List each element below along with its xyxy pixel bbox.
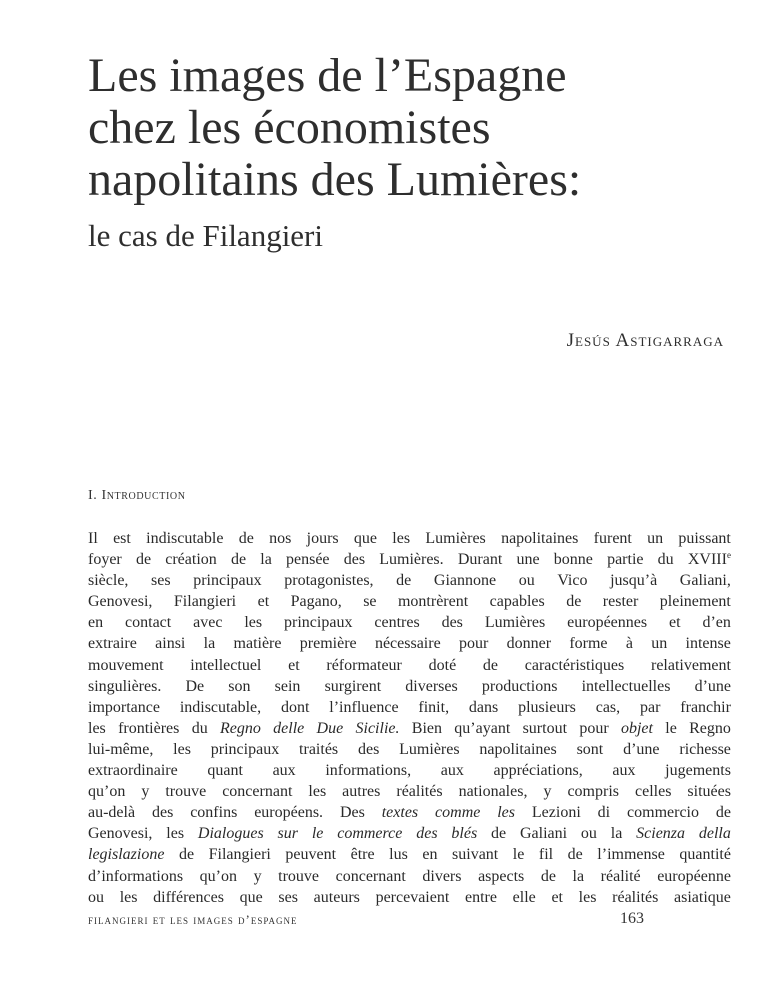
text-line: legislazione de Filangieri peuvent être lus en suivant le fil de l’immense quantité	[88, 846, 731, 864]
text-line: importance indiscutable, dont l’influence finit, dans plusieurs cas, par franchir	[88, 698, 731, 716]
article-subtitle: le cas de Filangieri	[88, 218, 323, 253]
page-number: 163	[620, 910, 644, 927]
text-line: foyer de création de la pensée des Lumières. Durant une bonne partie du XVIIIe	[88, 550, 731, 569]
text-line: Genovesi, les Dialogues sur le commerce des blés de Galiani ou la Scienza della	[88, 825, 731, 843]
body-paragraph	[88, 528, 731, 908]
text-line: d’informations qu’on y trouve concernant divers aspects de la réalité européenne	[88, 867, 731, 885]
text-line: singulières. De son sein surgirent diverses productions intellectuelles d’une	[88, 677, 731, 695]
superscript: e	[726, 550, 731, 561]
running-head: filangieri et les images d’espagne	[88, 912, 298, 927]
text-line: extraordinaire quant aux informations, aux appréciations, aux jugements	[88, 762, 731, 780]
text-line: les frontières du Regno delle Due Sicilie. Bien qu’ayant surtout pour objet le Regno	[88, 719, 731, 737]
author-name: Jesús Astigarraga	[566, 330, 724, 351]
text-line: mouvement intellectuel et réformateur doté de caractéristiques relativement	[88, 656, 731, 674]
text-line: en contact avec les principaux centres des Lumières européennes et d’en	[88, 614, 731, 632]
text-line: extraire ainsi la matière première nécessaire pour donner forme à un intense	[88, 635, 731, 653]
title-line: chez les économistes	[88, 101, 491, 154]
text-line: lui-même, les principaux traités des Lumières napolitaines sont d’une richesse	[88, 740, 731, 758]
section-heading: I. Introduction	[88, 488, 186, 503]
text-line: Il est indiscutable de nos jours que les Lumières napolitaines furent un puissant	[88, 530, 731, 547]
article-title	[88, 50, 728, 206]
text-line: ou les différences que ses auteurs percevaient entre elle et les réalités asiatique	[88, 888, 731, 906]
text-line: au-delà des confins européens. Des textes comme les Lezioni di commercio de	[88, 804, 731, 822]
title-line: Les images de l’Espagne	[88, 49, 567, 102]
text-line: Genovesi, Filangieri et Pagano, se montrèrent capables de rester pleinement	[88, 593, 731, 611]
text-line: siècle, ses principaux protagonistes, de Giannone ou Vico jusqu’à Galiani,	[88, 572, 731, 590]
title-line: napolitains des Lumières:	[88, 153, 582, 206]
text-line: qu’on y trouve concernant les autres réalités nationales, y compris celles situées	[88, 783, 731, 801]
